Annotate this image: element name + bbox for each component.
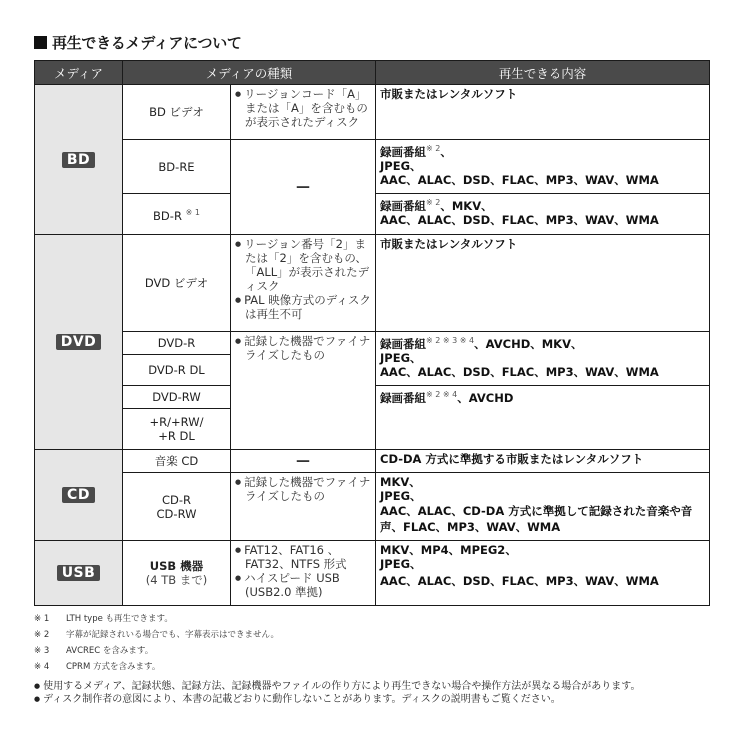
condition-finalized xyxy=(231,473,376,541)
header-media: メディア xyxy=(35,61,123,85)
condition-none: — xyxy=(231,450,376,473)
type-text: USB 機器 xyxy=(149,559,204,573)
footnote-mark: ※ 1 xyxy=(34,614,50,624)
footnote-ref: ※ 2 xyxy=(426,144,441,153)
content-text: AAC、ALAC、DSD、FLAC、MP3、WAV、WMA xyxy=(380,213,659,227)
content-text: JPEG、 xyxy=(380,351,422,365)
footnote xyxy=(34,644,279,660)
condition-finalized xyxy=(231,332,376,450)
footnote-ref: ※ 2 ※ 3 ※ 4 xyxy=(426,336,475,345)
footnote-mark: ※ 3 xyxy=(34,646,50,656)
footnote-text: 字幕が記録されいる場合でも、字幕表示はできません。 xyxy=(66,630,280,640)
condition-item: ● 記録した機器でファイナライズしたもの xyxy=(235,475,371,503)
content-text: AAC、ALAC、DSD、FLAC、MP3、WAV、WMA xyxy=(380,173,659,187)
type-text: +R/+RW/ xyxy=(149,415,204,429)
footnote-ref: ※ 2 ※ 4 xyxy=(426,390,458,399)
type-text: BD-R xyxy=(153,208,182,223)
content-text: 録画番組 xyxy=(380,199,427,213)
type-music-cd: 音楽 CD xyxy=(123,450,231,473)
table-row xyxy=(35,473,710,541)
badge-usb: USB xyxy=(57,565,101,581)
condition-none: — xyxy=(231,140,376,235)
table-row xyxy=(35,140,710,194)
content-usb xyxy=(376,541,710,606)
type-text: CD-R xyxy=(161,492,192,507)
header-playable-content: 再生できる内容 xyxy=(376,61,710,85)
content-bd-re xyxy=(376,140,710,194)
content-text: 録画番組 xyxy=(380,337,427,351)
footnote-text: CPRM 方式を含みます。 xyxy=(66,662,161,672)
table-header-row xyxy=(35,61,710,85)
content-text: AAC、ALAC、DSD、FLAC、MP3、WAV、WMA xyxy=(380,365,659,379)
table-row xyxy=(35,541,710,606)
condition-dvd-video xyxy=(231,235,376,332)
type-cd-r xyxy=(123,473,231,541)
footnote-mark: ※ 4 xyxy=(34,662,50,672)
badge-cd: CD xyxy=(62,487,95,503)
type-bd-video: BD ビデオ xyxy=(123,85,231,140)
condition-item: ● リージョンコード「A」または「A」を含むものが表示されたディスク xyxy=(235,87,371,129)
type-bd-r xyxy=(123,194,231,235)
media-table xyxy=(34,60,710,606)
section-title-text: 再生できるメディアについて xyxy=(52,34,242,52)
footnote-ref: ※ 2 xyxy=(426,198,441,207)
table-row xyxy=(35,332,710,355)
table-row xyxy=(35,450,710,473)
square-bullet-icon xyxy=(34,36,47,49)
category-dvd xyxy=(35,235,123,450)
condition-item: ● ハイスピード USB (USB2.0 準拠) xyxy=(235,571,371,599)
content-dvd-r xyxy=(376,332,710,386)
section-title xyxy=(34,32,242,53)
type-usb xyxy=(123,541,231,606)
content-text: AAC、ALAC、CD-DA 方式に準拠して記録された音楽や音声、FLAC、MP3、WAV、WMA xyxy=(380,504,693,534)
content-bd-video: 市販またはレンタルソフト xyxy=(376,85,710,140)
type-subtext: (4 TB まで) xyxy=(145,573,208,587)
content-dvd-video: 市販またはレンタルソフト xyxy=(376,235,710,332)
condition-bd-video xyxy=(231,85,376,140)
condition-item: ● 記録した機器でファイナライズしたもの xyxy=(235,334,371,362)
footnote-mark: ※ 2 xyxy=(34,630,50,640)
category-bd xyxy=(35,85,123,235)
footnote xyxy=(34,628,279,644)
type-text: +R DL xyxy=(158,429,195,443)
content-text: AAC、ALAC、DSD、FLAC、MP3、WAV、WMA xyxy=(380,574,659,588)
footnotes xyxy=(34,612,279,676)
footnote xyxy=(34,660,279,676)
content-music-cd: CD-DA 方式に準拠する市販またはレンタルソフト xyxy=(376,450,710,473)
content-text: 、 xyxy=(440,145,452,159)
badge-bd: BD xyxy=(62,152,95,168)
type-text: CD-RW xyxy=(156,506,197,521)
content-text: 、MKV、 xyxy=(440,199,493,213)
content-text: JPEG、 xyxy=(380,159,422,173)
footnote-text: LTH type も再生できます。 xyxy=(66,614,173,624)
footer-note: ● ディスク制作者の意図により、本書の記載どおりに動作しないことがあります。ディスクの説明書もご覧ください。 xyxy=(34,693,641,706)
content-text: JPEG、 xyxy=(380,557,422,571)
content-bd-r xyxy=(376,194,710,235)
category-usb xyxy=(35,541,123,606)
content-text: 、AVCHD xyxy=(457,391,514,405)
category-cd xyxy=(35,450,123,541)
content-text: 、AVCHD、MKV、 xyxy=(474,337,583,351)
footnote-text: AVCREC を含みます。 xyxy=(66,646,154,656)
content-text: MKV、 xyxy=(380,475,421,489)
condition-item: ● PAL 映像方式のディスクは再生不可 xyxy=(235,293,371,321)
content-text: JPEG、 xyxy=(380,489,422,503)
condition-usb xyxy=(231,541,376,606)
content-cd-r xyxy=(376,473,710,541)
content-text: MKV、MP4、MPEG2、 xyxy=(380,543,517,557)
type-dvd-video: DVD ビデオ xyxy=(123,235,231,332)
footer-notes xyxy=(34,680,641,706)
type-plus-r xyxy=(123,409,231,450)
table-row xyxy=(35,235,710,332)
type-dvd-r-dl: DVD-R DL xyxy=(123,355,231,386)
content-text: 録画番組 xyxy=(380,145,427,159)
footer-note: ● 使用するメディア、記録状態、記録方法、記録機器やファイルの作り方により再生できない場合や操作方法が異なる場合があります。 xyxy=(34,680,641,693)
type-bd-re: BD-RE xyxy=(123,140,231,194)
condition-item: ● FAT12、FAT16 、FAT32、NTFS 形式 xyxy=(235,543,371,571)
header-media-type: メディアの種類 xyxy=(123,61,376,85)
content-text: 録画番組 xyxy=(380,391,427,405)
badge-dvd: DVD xyxy=(56,334,102,350)
condition-item: ● リージョン番号「2」または「2」を含むもの、「ALL」が表示されたディスク xyxy=(235,237,371,293)
footnote-ref: ※ 1 xyxy=(185,207,200,217)
table-row xyxy=(35,85,710,140)
type-dvd-rw: DVD-RW xyxy=(123,386,231,409)
footnote xyxy=(34,612,279,628)
content-dvd-rw xyxy=(376,386,710,450)
type-dvd-r: DVD-R xyxy=(123,332,231,355)
